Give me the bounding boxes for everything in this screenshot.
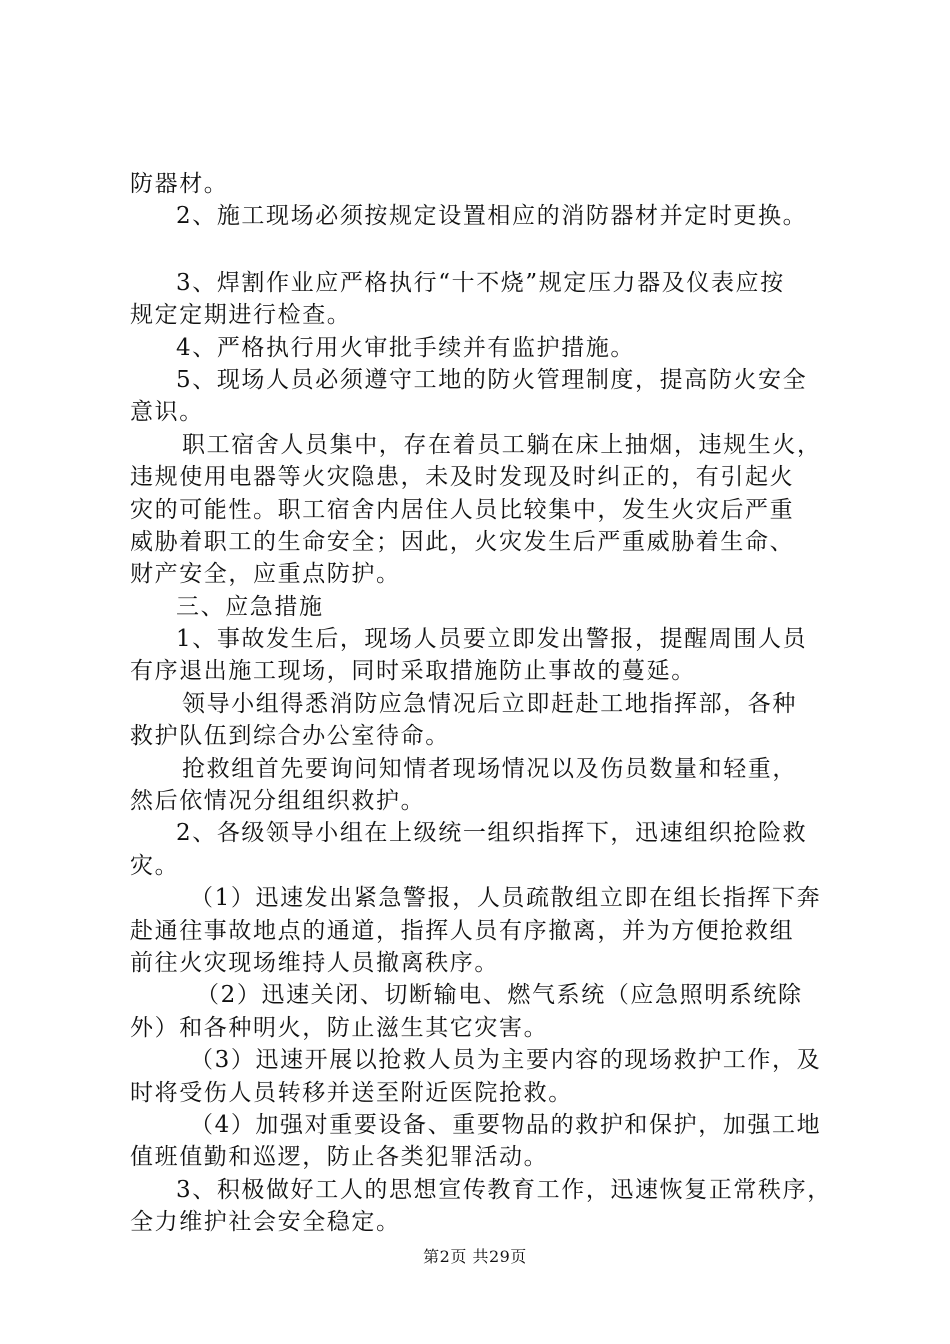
text-line: 赴通往事故地点的通道，指挥人员有序撤离，并为方便抢救组 (130, 917, 795, 944)
page-number-footer: 第2页 共29页 (423, 1247, 527, 1266)
text-line: 值班值勤和巡逻，防止各类犯罪活动。 (130, 1144, 549, 1171)
text-line: 财产安全，应重点防护。 (130, 561, 401, 588)
section-heading: 三、应急措施 (176, 593, 324, 620)
text-line: 全力维护社会安全稳定。 (130, 1209, 401, 1236)
text-line: 灾的可能性。职工宿舍内居住人员比较集中，发生火灾后严重 (130, 496, 795, 523)
text-line: 抢救组首先要询问知情者现场情况以及伤员数量和轻重， (182, 755, 797, 782)
text-line: （2）迅速关闭、切断输电、燃气系统（应急照明系统除 (196, 982, 803, 1009)
text-line: 时将受伤人员转移并送至附近医院抢救。 (130, 1079, 573, 1106)
text-line: 规定定期进行检查。 (130, 302, 352, 329)
text-line: 然后依情况分组组织救护。 (130, 788, 426, 815)
text-line: 有序退出施工现场，同时采取措施防止事故的蔓延。 (130, 658, 696, 685)
text-line: 威胁着职工的生命安全；因此，火灾发生后严重威胁着生命、 (130, 528, 795, 555)
text-line: 外）和各种明火，防止滋生其它灾害。 (130, 1014, 549, 1041)
text-line: 2、各级领导小组在上级统一组织指挥下，迅速组织抢险救 (176, 820, 808, 847)
text-line: 前往火灾现场维持人员撤离秩序。 (130, 949, 499, 976)
text-line: （4）加强对重要设备、重要物品的救护和保护，加强工地 (190, 1111, 822, 1138)
text-line: 3、焊割作业应严格执行“十不烧”规定压力器及仪表应按 (176, 269, 785, 296)
text-line: 2、施工现场必须按规定设置相应的消防器材并定时更换。 (176, 203, 808, 230)
text-line: 5、现场人员必须遵守工地的防火管理制度，提高防火安全 (176, 366, 808, 393)
text-line: 3、积极做好工人的思想宣传教育工作，迅速恢复正常秩序， (176, 1176, 832, 1203)
text-line: 灾。 (130, 852, 180, 879)
text-line: 违规使用电器等火灾隐患，未及时发现及时纠正的，有引起火 (130, 464, 795, 491)
text-line: （1）迅速发出紧急警报，人员疏散组立即在组长指挥下奔 (190, 885, 822, 912)
text-line: （3）迅速开展以抢救人员为主要内容的现场救护工作，及 (190, 1047, 822, 1074)
text-line: 1、事故发生后，现场人员要立即发出警报，提醒周围人员 (176, 626, 808, 653)
text-line: 领导小组得悉消防应急情况后立即赶赴工地指挥部，各种 (182, 690, 797, 717)
text-line: 救护队伍到综合办公室待命。 (130, 723, 450, 750)
text-line: 4、严格执行用火审批手续并有监护措施。 (176, 334, 636, 361)
text-line: 防器材。 (130, 171, 229, 197)
text-line: 职工宿舍人员集中，存在着员工躺在床上抽烟，违规生火， (182, 431, 822, 458)
document-body (130, 168, 830, 1239)
text-line: 意识。 (130, 399, 204, 426)
